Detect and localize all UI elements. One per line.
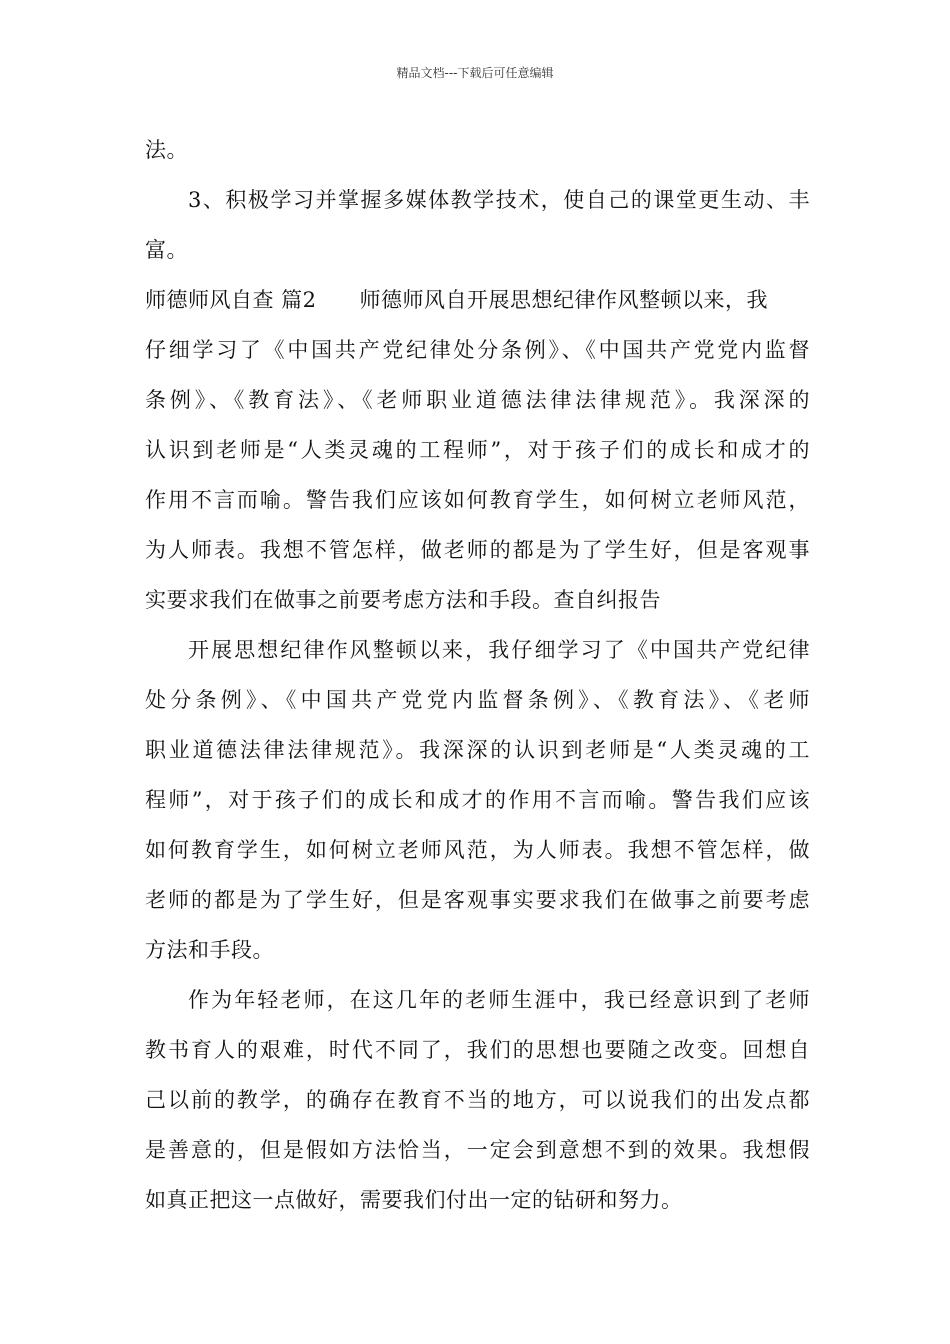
paragraph-line: 富。 [145, 238, 188, 262]
paragraph-line: 职业道德法律法律规范》。我深深的认识到老师是“人类灵魂的工 [145, 738, 810, 762]
paragraph-line: 如真正把这一点做好，需要我们付出一定的钻研和努力。 [145, 1188, 683, 1212]
paragraph-line: 程师”，对于孩子们的成长和成才的作用不言而喻。警告我们应该 [145, 788, 810, 812]
paragraph-line: 作为年轻老师，在这几年的老师生涯中，我已经意识到了老师 [188, 988, 810, 1012]
paragraph-line: 如何教育学生，如何树立老师风范，为人师表。我想不管怎样，做 [145, 838, 810, 862]
paragraph-line: 仔细学习了《中国共产党纪律处分条例》、《中国共产党党内监督 [145, 338, 810, 362]
section-heading-line: 师德师风自查 篇2 师德师风自开展思想纪律作风整顿以来，我 [145, 288, 769, 312]
paragraph-line: 处分条例》、《中国共产党党内监督条例》、《教育法》、《老师 [145, 688, 810, 712]
paragraph-line: 认识到老师是“人类灵魂的工程师”，对于孩子们的成长和成才的 [145, 438, 810, 462]
paragraph-line: 法。 [145, 138, 188, 162]
paragraph-line: 教书育人的艰难，时代不同了，我们的思想也要随之改变。回想自 [145, 1038, 810, 1062]
paragraph-line: 实要求我们在做事之前要考虑方法和手段。查自纠报告 [145, 588, 661, 612]
page-header: 精品文档---下载后可任意编辑 [396, 66, 554, 80]
paragraph-line: 为人师表。我想不管怎样，做老师的都是为了学生好，但是客观事 [145, 538, 810, 562]
paragraph-line: 老师的都是为了学生好，但是客观事实要求我们在做事之前要考虑 [145, 888, 810, 912]
paragraph-line: 是善意的，但是假如方法恰当，一定会到意想不到的效果。我想假 [145, 1138, 810, 1162]
paragraph-line: 己以前的教学，的确存在教育不当的地方，可以说我们的出发点都 [145, 1088, 810, 1112]
paragraph-line: 开展思想纪律作风整顿以来，我仔细学习了《中国共产党纪律 [188, 638, 810, 662]
paragraph-line: 3、积极学习并掌握多媒体教学技术，使自己的课堂更生动、丰 [188, 188, 810, 212]
paragraph-line: 方法和手段。 [145, 938, 274, 962]
paragraph-line: 条例》、《教育法》、《老师职业道德法律法律规范》。我深深的 [145, 388, 810, 412]
paragraph-line: 作用不言而喻。警告我们应该如何教育学生，如何树立老师风范， [145, 488, 810, 512]
